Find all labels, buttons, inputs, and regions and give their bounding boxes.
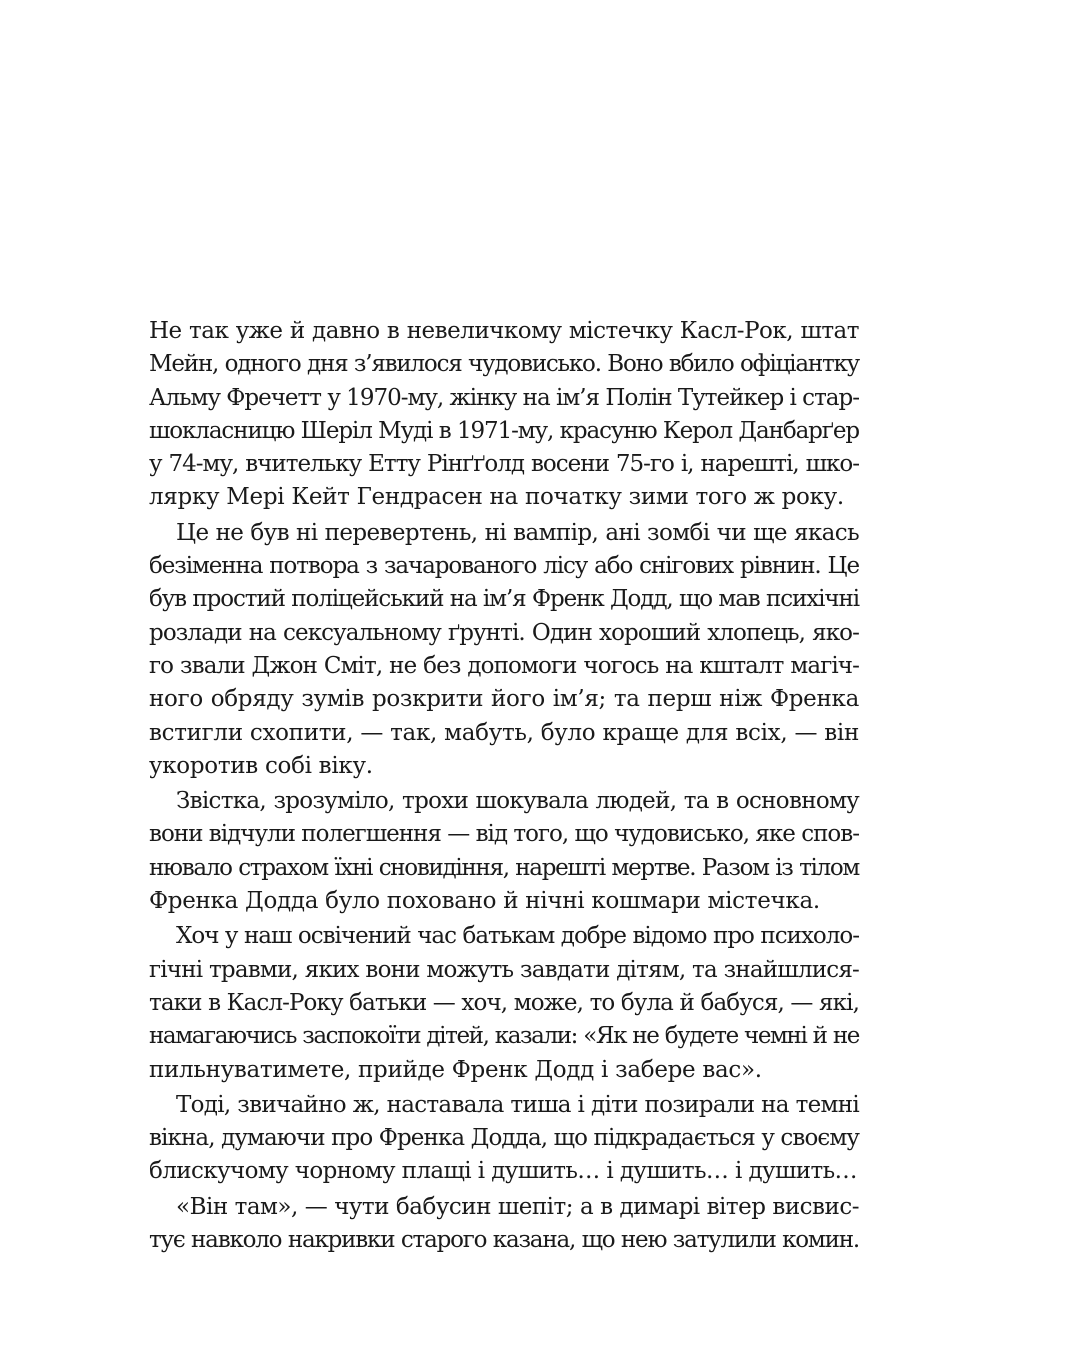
text-line: вікна, думаючи про Френка Додда, що підкрадається у своєму — [149, 1125, 859, 1152]
text-line: безіменна потвора з зачарованого лісу або снігових рівнин. Це — [149, 553, 859, 580]
text-line: Альму Фречетт у 1970-му, жінку на ім’я Полін Тутейкер і стар- — [149, 384, 859, 411]
text-line: нювало страхом їхні сновидіння, нарешті мертве. Разом із тілом — [149, 854, 859, 881]
body-text — [149, 315, 859, 1257]
paragraph — [149, 1191, 859, 1258]
text-line: Френка Додда було поховано й нічні кошмари містечка. — [149, 888, 820, 915]
text-line: «Він там», — чути бабусин шепіт; а в димарі вітер висвис- — [176, 1193, 859, 1220]
text-line: Звістка, зрозуміло, трохи шокувала людей, та в основному — [176, 788, 859, 815]
text-line: тує навколо накривки старого казана, що нею затулили комин. — [149, 1227, 859, 1254]
paragraph — [149, 785, 859, 918]
paragraph — [149, 920, 859, 1086]
text-line: був простий поліцейський на ім’я Френк Додд, що мав психічні — [149, 586, 859, 613]
paragraph — [149, 1089, 859, 1189]
text-line: встигли схопити, — так, мабуть, було краще для всіх, — він — [149, 719, 859, 746]
text-line: у 74-му, вчительку Етту Рінґґолд восени 75-го і, нарешті, шко- — [149, 451, 859, 478]
text-line: намагаючись заспокоїти дітей, казали: «Як не будете чемні й не — [149, 1023, 859, 1050]
text-line: Не так уже й давно в невеличкому містечку Касл-Рок, штат — [149, 318, 859, 344]
text-line: Хоч у наш освічений час батькам добре відомо про психоло- — [176, 923, 859, 950]
text-line: Мейн, одного дня з’явилося чудовисько. Воно вбило офіціантку — [149, 351, 859, 378]
paragraph — [149, 517, 859, 783]
paragraph — [149, 315, 859, 515]
text-line: гічні травми, яких вони можуть завдати дітям, та знайшлися- — [149, 956, 859, 983]
text-line: ного обряду зумів розкрити його ім’я; та перш ніж Френка — [149, 686, 859, 713]
text-line: укоротив собі віку. — [149, 752, 373, 779]
text-line: лярку Мері Кейт Гендрасен на початку зими того ж року. — [149, 484, 844, 511]
text-line: шокласницю Шеріл Муді в 1971-му, красуню Керол Данбарґер — [149, 417, 859, 444]
text-line: пильнуватимете, прийде Френк Додд і забере вас». — [149, 1056, 762, 1083]
text-line: блискучому чорному плащі і душить… і душить… і душить… — [149, 1158, 857, 1185]
text-line: Тоді, звичайно ж, наставала тиша і діти позирали на темні — [176, 1091, 859, 1118]
text-line: Це не був ні перевертень, ні вампір, ані зомбі чи ще якась — [176, 519, 859, 546]
text-line: го звали Джон Сміт, не без допомоги чогось на кшталт магіч- — [149, 652, 859, 679]
text-line: розлади на сексуальному ґрунті. Один хороший хлопець, яко- — [149, 619, 859, 646]
text-line: вони відчули полегшення — від того, що чудовисько, яке спов- — [149, 821, 859, 848]
text-line: таки в Касл-Року батьки — хоч, може, то була й бабуся, — які, — [149, 989, 859, 1016]
